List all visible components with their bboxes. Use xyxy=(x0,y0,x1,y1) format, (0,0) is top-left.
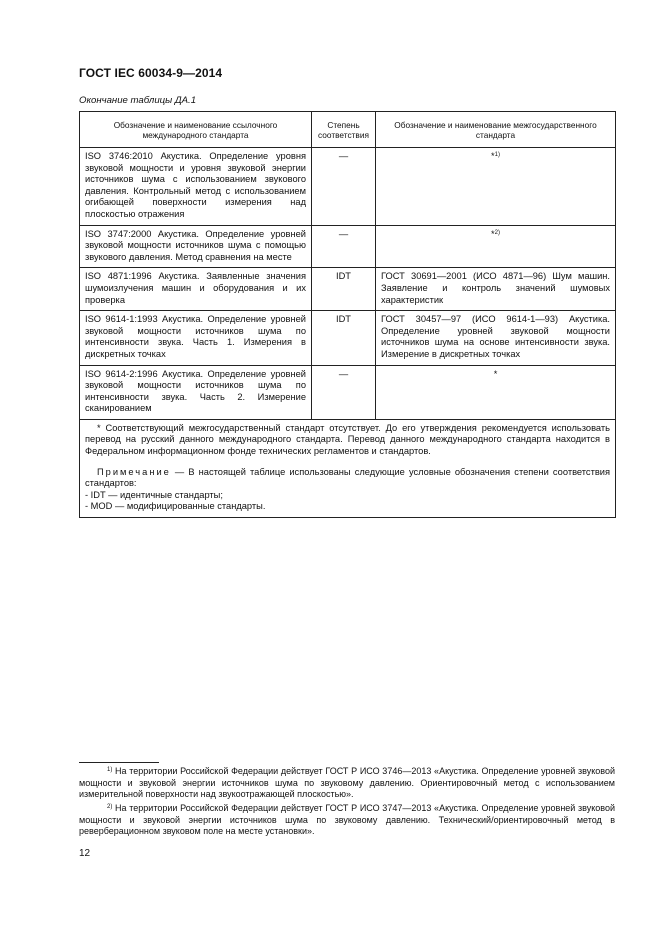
international-standard-cell: ISO 4871:1996 Акустика. Заявленные значения шумоизлучения машин и оборудования и их проверка xyxy=(80,268,312,311)
interstate-standard-cell: * xyxy=(376,365,616,419)
degree-cell: — xyxy=(312,225,376,268)
note-text: — В настоящей таблице использованы следующие условные обозначения степени соответствия стандартов: xyxy=(85,466,610,489)
page-footnote-2 xyxy=(79,803,615,838)
international-standard-cell: ISO 9614-1:1993 Акустика. Определение уровней звуковой мощности источников шума по интенсивности звука. Часть 1. Измерения в дискретных точках xyxy=(80,311,312,365)
footnote-ref: 1) xyxy=(494,152,500,158)
table-header-row xyxy=(80,112,616,148)
footnote-divider xyxy=(79,762,159,763)
table-row xyxy=(80,311,616,365)
missing-standard-mark: * xyxy=(491,151,495,161)
international-standard-cell: ISO 3747:2000 Акустика. Определение уровней звуковой мощности источников шума с помощью звукового давления. Метод сравнения на месте xyxy=(80,225,312,268)
interstate-standard-cell: ГОСТ 30457—97 (ИСО 9614-1—93) Акустика. Определение уровней звуковой мощности источников шума на основе интенсивности звука. Измерение в дискретных точках xyxy=(376,311,616,365)
reference-standards-table xyxy=(79,111,616,518)
interstate-standard-cell xyxy=(376,148,616,226)
table-row xyxy=(80,225,616,268)
table-notes xyxy=(80,419,616,517)
degree-cell: IDT xyxy=(312,311,376,365)
footnote-text: На территории Российской Федерации действует ГОСТ Р ИСО 3746—2013 «Акустика. Определение уровней звуковой мощности и звуковой энергии источников шума по звуковому давлению. Ориентировочный метод с использованием измерительной поверхности над звукоотражающей плоскостью». xyxy=(79,766,615,800)
note-item: - IDT — идентичные стандарты; xyxy=(85,489,223,500)
header-international-standard: Обозначение и наименование ссылочного международного стандарта xyxy=(80,112,312,148)
table-row xyxy=(80,148,616,226)
table-note xyxy=(85,467,610,490)
note-item: - MOD — модифицированные стандарты. xyxy=(85,501,266,512)
note-keyword: Примечание xyxy=(97,466,171,477)
header-interstate-standard: Обозначение и наименование межгосударственного стандарта xyxy=(376,112,616,148)
table-caption: Окончание таблицы ДА.1 xyxy=(79,95,197,106)
table-row xyxy=(80,268,616,311)
page-number: 12 xyxy=(79,848,91,859)
footnote-ref: 2) xyxy=(494,229,500,236)
footnote-number: 1) xyxy=(107,767,113,773)
header-degree-of-conformity: Степень соответствия xyxy=(312,112,376,148)
footnote-text: На территории Российской Федерации действует ГОСТ Р ИСО 3747—2013 «Акустика. Определение уровней звуковой мощности и звуковой энергии источников шума по звуковому давлению. Технический/ориентировочный метод в реверберационном звуковом поле на месте установки». xyxy=(79,803,615,837)
missing-standard-mark: * xyxy=(491,228,495,239)
table-notes-row xyxy=(80,419,616,517)
table-row xyxy=(80,365,616,419)
document-code: ГОСТ IEC 60034-9—2014 xyxy=(79,66,223,80)
degree-cell: IDT xyxy=(312,268,376,311)
degree-cell: — xyxy=(312,148,376,226)
degree-cell: — xyxy=(312,365,376,419)
international-standard-cell: ISO 9614-2:1996 Акустика. Определение уровней звуковой мощности источников шума по интенсивности звука. Часть 2. Измерение сканированием xyxy=(80,365,312,419)
international-standard-cell: ISO 3746:2010 Акустика. Определение уровня звуковой мощности и уровня звуковой энергии источников шума с использованием звукового давления. Контрольный метод с использованием огибающей поверхности измерения над плоскостью отражения xyxy=(80,148,312,226)
table-footnote-star: * Соответствующий межгосударственный стандарт отсутствует. До его утверждения рекомендуется использовать перевод на русский данного международного стандарта. Перевод данного международного стандарта находится в Федеральном информационном фонде технических регламентов и стандартов. xyxy=(85,422,610,457)
footnote-number: 2) xyxy=(107,804,113,810)
interstate-standard-cell xyxy=(376,225,616,268)
interstate-standard-cell: ГОСТ 30691—2001 (ИСО 4871—96) Шум машин. Заявление и контроль значений шумовых характеристик xyxy=(376,268,616,311)
page-footnote-1 xyxy=(79,766,615,801)
